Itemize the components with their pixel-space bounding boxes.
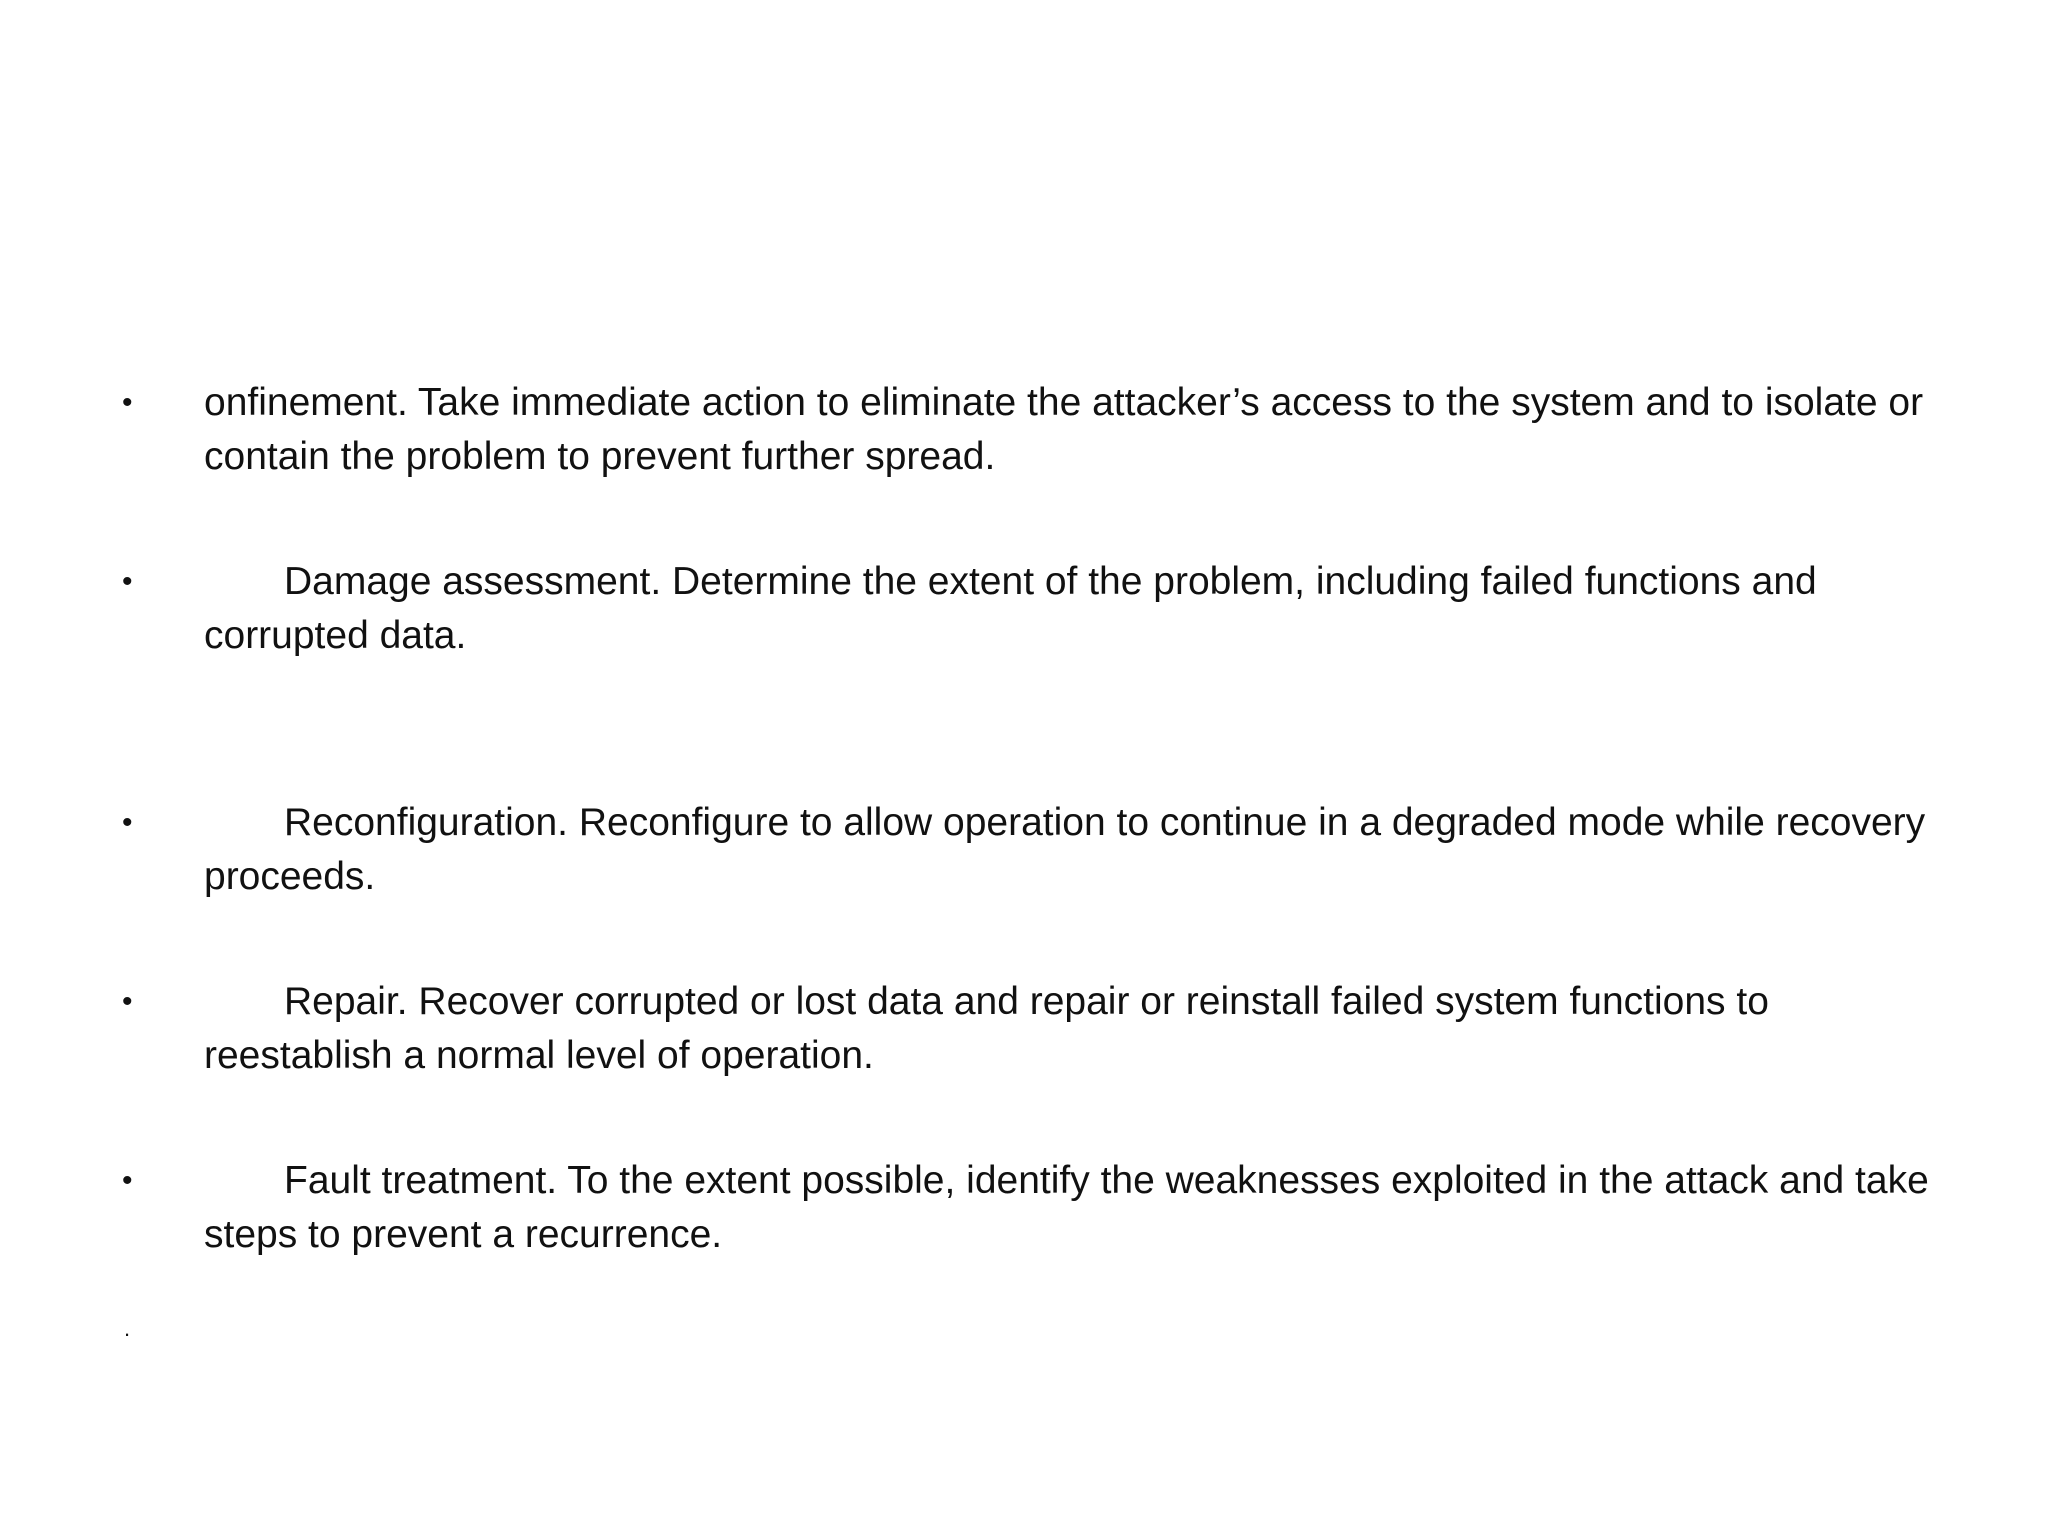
bullet-text	[204, 975, 1944, 1083]
bullet-icon: •	[122, 985, 133, 1018]
bullet-text	[204, 796, 1944, 904]
bullet-text-content: Fault treatment. To the extent possible, identify the weaknesses exploited in the attack and take steps to prevent a recurrence.	[204, 1159, 1929, 1256]
bullet-text-content: Reconfiguration. Reconfigure to allow operation to continue in a degraded mode while recovery proceeds.	[204, 801, 1926, 898]
bullet-text	[204, 555, 1944, 663]
bullet-icon: •	[122, 806, 133, 839]
bullet-text-content: Damage assessment. Determine the extent of the problem, including failed functions and corrupted data.	[204, 560, 1817, 657]
bullet-text-content: Repair. Recover corrupted or lost data and repair or reinstall failed system functions to reestablish a normal level of operation.	[204, 980, 1769, 1077]
bullet-text: onfinement. Take immediate action to eliminate the attacker’s access to the system and to isolate or contain the problem to prevent further spread.	[204, 381, 1924, 478]
bullet-icon: •	[122, 1164, 133, 1197]
bullet-icon: •	[122, 386, 133, 419]
bullet-icon: •	[122, 565, 133, 598]
trailing-mark: .	[124, 1316, 131, 1341]
bullet-text	[204, 1154, 1944, 1262]
